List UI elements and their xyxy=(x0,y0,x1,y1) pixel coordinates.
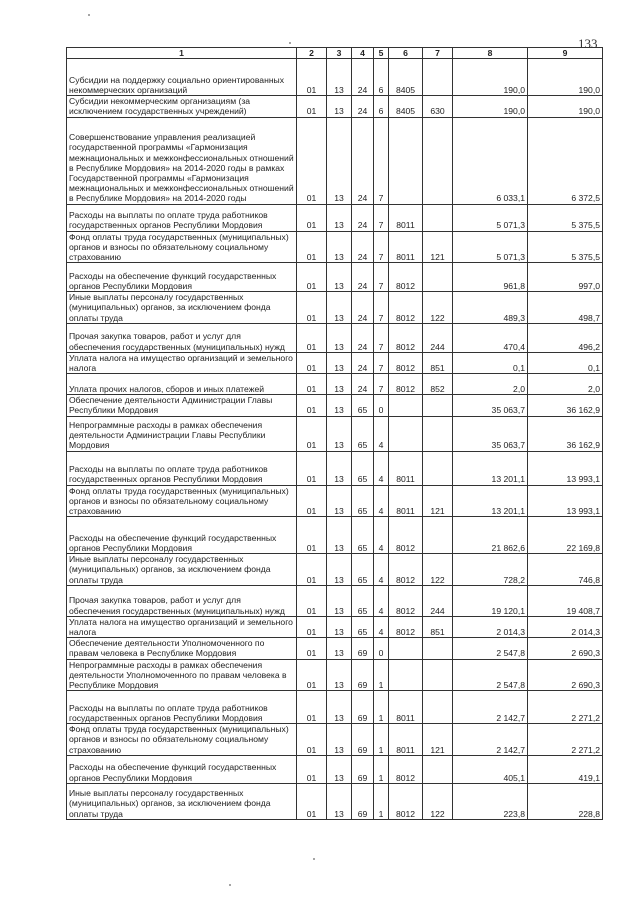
scan-speck xyxy=(229,884,231,886)
amount-1-cell: 35 063,7 xyxy=(453,395,528,416)
table-row xyxy=(67,96,603,117)
expense-type-cell xyxy=(423,117,453,204)
expense-type-cell: 122 xyxy=(423,783,453,819)
amount-1-cell: 470,4 xyxy=(453,323,528,352)
target-code-cell: 8011 xyxy=(389,204,423,231)
target-code-cell: 8012 xyxy=(389,263,423,292)
column-header-9: 9 xyxy=(528,48,603,59)
target-code-cell: 8012 xyxy=(389,352,423,373)
budget-table xyxy=(66,47,603,820)
section-code-cell: 01 xyxy=(297,517,327,554)
table-row xyxy=(67,352,603,373)
program-code-cell: 65 xyxy=(352,485,374,517)
expense-type-cell: 244 xyxy=(423,323,453,352)
expense-type-cell: 122 xyxy=(423,554,453,586)
row-name-cell: Расходы на обеспечение функций государственных органов Республики Мордовия xyxy=(67,517,297,554)
program-code-cell: 69 xyxy=(352,724,374,756)
amount-2-cell: 746,8 xyxy=(528,554,603,586)
subprogram-code-cell: 4 xyxy=(374,616,389,637)
amount-2-cell: 19 408,7 xyxy=(528,585,603,616)
amount-1-cell: 2 547,8 xyxy=(453,659,528,691)
subprogram-code-cell: 7 xyxy=(374,117,389,204)
subprogram-code-cell: 0 xyxy=(374,395,389,416)
target-code-cell: 8012 xyxy=(389,755,423,783)
subprogram-code-cell: 7 xyxy=(374,352,389,373)
section-code-cell: 01 xyxy=(297,59,327,96)
section-code-cell: 01 xyxy=(297,323,327,352)
expense-type-cell xyxy=(423,395,453,416)
table-header-row xyxy=(67,48,603,59)
expense-type-cell: 852 xyxy=(423,374,453,395)
target-code-cell: 8012 xyxy=(389,783,423,819)
amount-1-cell: 190,0 xyxy=(453,59,528,96)
row-name-cell: Субсидии на поддержку социально ориентированных некоммерческих организаций xyxy=(67,59,297,96)
expense-type-cell: 122 xyxy=(423,292,453,324)
scan-speck xyxy=(88,14,90,16)
expense-type-cell xyxy=(423,263,453,292)
amount-1-cell: 2 547,8 xyxy=(453,638,528,659)
section-code-cell: 01 xyxy=(297,395,327,416)
expense-type-cell xyxy=(423,451,453,485)
table-row xyxy=(67,783,603,819)
program-code-cell: 65 xyxy=(352,554,374,586)
amount-2-cell: 0,1 xyxy=(528,352,603,373)
target-code-cell: 8011 xyxy=(389,485,423,517)
expense-type-cell: 121 xyxy=(423,485,453,517)
target-code-cell xyxy=(389,659,423,691)
amount-1-cell: 2 142,7 xyxy=(453,724,528,756)
subprogram-code-cell: 1 xyxy=(374,659,389,691)
amount-1-cell: 2 014,3 xyxy=(453,616,528,637)
row-name-cell: Обеспечение деятельности Администрации Главы Республики Мордовия xyxy=(67,395,297,416)
program-code-cell: 24 xyxy=(352,59,374,96)
amount-2-cell: 2 690,3 xyxy=(528,659,603,691)
section-code-cell: 01 xyxy=(297,554,327,586)
table-row xyxy=(67,691,603,724)
expense-type-cell: 630 xyxy=(423,96,453,117)
section-code-cell: 01 xyxy=(297,231,327,263)
expense-type-cell: 121 xyxy=(423,231,453,263)
table-row xyxy=(67,451,603,485)
amount-2-cell: 5 375,5 xyxy=(528,204,603,231)
expense-type-cell xyxy=(423,416,453,451)
section-code-cell: 01 xyxy=(297,117,327,204)
section-code-cell: 01 xyxy=(297,263,327,292)
table-row xyxy=(67,638,603,659)
row-name-cell: Уплата налога на имущество организаций и земельного налога xyxy=(67,616,297,637)
subprogram-code-cell: 4 xyxy=(374,585,389,616)
amount-1-cell: 35 063,7 xyxy=(453,416,528,451)
row-name-cell: Непрограммные расходы в рамках обеспечения деятельности Уполномоченного по правам человека в Республике Мордовия xyxy=(67,659,297,691)
table-row xyxy=(67,59,603,96)
subsection-code-cell: 13 xyxy=(327,659,352,691)
program-code-cell: 69 xyxy=(352,755,374,783)
subprogram-code-cell: 7 xyxy=(374,323,389,352)
subprogram-code-cell: 4 xyxy=(374,485,389,517)
table-row xyxy=(67,485,603,517)
program-code-cell: 65 xyxy=(352,451,374,485)
row-name-cell: Уплата налога на имущество организаций и земельного налога xyxy=(67,352,297,373)
row-name-cell: Фонд оплаты труда государственных (муниципальных) органов и взносы по обязательному социальному страхованию xyxy=(67,231,297,263)
amount-1-cell: 13 201,1 xyxy=(453,451,528,485)
target-code-cell: 8011 xyxy=(389,691,423,724)
amount-2-cell: 36 162,9 xyxy=(528,395,603,416)
column-header-1: 1 xyxy=(67,48,297,59)
subsection-code-cell: 13 xyxy=(327,292,352,324)
row-name-cell: Непрограммные расходы в рамках обеспечения деятельности Администрации Главы Республики Мордовия xyxy=(67,416,297,451)
subsection-code-cell: 13 xyxy=(327,783,352,819)
amount-2-cell: 13 993,1 xyxy=(528,485,603,517)
target-code-cell xyxy=(389,638,423,659)
amount-2-cell: 419,1 xyxy=(528,755,603,783)
column-header-3: 3 xyxy=(327,48,352,59)
expense-type-cell: 851 xyxy=(423,352,453,373)
subprogram-code-cell: 1 xyxy=(374,724,389,756)
amount-2-cell: 190,0 xyxy=(528,96,603,117)
section-code-cell: 01 xyxy=(297,485,327,517)
program-code-cell: 24 xyxy=(352,374,374,395)
subsection-code-cell: 13 xyxy=(327,585,352,616)
subprogram-code-cell: 1 xyxy=(374,755,389,783)
table-row xyxy=(67,292,603,324)
row-name-cell: Расходы на выплаты по оплате труда работников государственных органов Республики Мордовия xyxy=(67,691,297,724)
amount-2-cell: 997,0 xyxy=(528,263,603,292)
expense-type-cell xyxy=(423,638,453,659)
subsection-code-cell: 13 xyxy=(327,616,352,637)
row-name-cell: Расходы на обеспечение функций государственных органов Республики Мордовия xyxy=(67,755,297,783)
amount-2-cell: 2 271,2 xyxy=(528,724,603,756)
page-number: 133 xyxy=(578,36,598,51)
section-code-cell: 01 xyxy=(297,374,327,395)
expense-type-cell: 851 xyxy=(423,616,453,637)
subprogram-code-cell: 4 xyxy=(374,451,389,485)
program-code-cell: 65 xyxy=(352,395,374,416)
subsection-code-cell: 13 xyxy=(327,451,352,485)
expense-type-cell: 244 xyxy=(423,585,453,616)
expense-type-cell: 121 xyxy=(423,724,453,756)
expense-type-cell xyxy=(423,204,453,231)
target-code-cell xyxy=(389,395,423,416)
subsection-code-cell: 13 xyxy=(327,59,352,96)
section-code-cell: 01 xyxy=(297,724,327,756)
subprogram-code-cell: 1 xyxy=(374,783,389,819)
amount-2-cell: 228,8 xyxy=(528,783,603,819)
subsection-code-cell: 13 xyxy=(327,755,352,783)
table-row xyxy=(67,659,603,691)
row-name-cell: Расходы на обеспечение функций государственных органов Республики Мордовия xyxy=(67,263,297,292)
target-code-cell xyxy=(389,117,423,204)
table-row xyxy=(67,616,603,637)
section-code-cell: 01 xyxy=(297,585,327,616)
subsection-code-cell: 13 xyxy=(327,231,352,263)
program-code-cell: 24 xyxy=(352,96,374,117)
program-code-cell: 69 xyxy=(352,638,374,659)
row-name-cell: Фонд оплаты труда государственных (муниципальных) органов и взносы по обязательному социальному страхованию xyxy=(67,724,297,756)
scan-speck xyxy=(289,42,291,44)
table-row xyxy=(67,585,603,616)
program-code-cell: 65 xyxy=(352,517,374,554)
row-name-cell: Прочая закупка товаров, работ и услуг для обеспечения государственных (муниципальных) нужд xyxy=(67,323,297,352)
table-row xyxy=(67,323,603,352)
row-name-cell: Субсидии некоммерческим организациям (за исключением государственных учреждений) xyxy=(67,96,297,117)
subprogram-code-cell: 6 xyxy=(374,96,389,117)
subprogram-code-cell: 0 xyxy=(374,638,389,659)
amount-1-cell: 6 033,1 xyxy=(453,117,528,204)
amount-2-cell: 5 375,5 xyxy=(528,231,603,263)
program-code-cell: 69 xyxy=(352,659,374,691)
column-header-4: 4 xyxy=(352,48,374,59)
column-header-2: 2 xyxy=(297,48,327,59)
subprogram-code-cell: 4 xyxy=(374,416,389,451)
target-code-cell: 8012 xyxy=(389,374,423,395)
target-code-cell: 8011 xyxy=(389,724,423,756)
table-row xyxy=(67,374,603,395)
table-row xyxy=(67,517,603,554)
row-name-cell: Расходы на выплаты по оплате труда работников государственных органов Республики Мордовия xyxy=(67,204,297,231)
column-header-6: 6 xyxy=(389,48,423,59)
program-code-cell: 24 xyxy=(352,204,374,231)
table-row xyxy=(67,724,603,756)
amount-2-cell: 190,0 xyxy=(528,59,603,96)
target-code-cell: 8011 xyxy=(389,231,423,263)
program-code-cell: 24 xyxy=(352,292,374,324)
table-body xyxy=(67,59,603,820)
amount-2-cell: 22 169,8 xyxy=(528,517,603,554)
subsection-code-cell: 13 xyxy=(327,204,352,231)
subsection-code-cell: 13 xyxy=(327,263,352,292)
row-name-cell: Фонд оплаты труда государственных (муниципальных) органов и взносы по обязательному социальному страхованию xyxy=(67,485,297,517)
table-row xyxy=(67,204,603,231)
expense-type-cell xyxy=(423,691,453,724)
program-code-cell: 24 xyxy=(352,231,374,263)
row-name-cell: Прочая закупка товаров, работ и услуг для обеспечения государственных (муниципальных) нужд xyxy=(67,585,297,616)
target-code-cell: 8012 xyxy=(389,517,423,554)
amount-2-cell: 2 690,3 xyxy=(528,638,603,659)
subprogram-code-cell: 7 xyxy=(374,374,389,395)
program-code-cell: 69 xyxy=(352,783,374,819)
subsection-code-cell: 13 xyxy=(327,374,352,395)
subprogram-code-cell: 7 xyxy=(374,263,389,292)
subsection-code-cell: 13 xyxy=(327,724,352,756)
row-name-cell: Расходы на выплаты по оплате труда работников государственных органов Республики Мордовия xyxy=(67,451,297,485)
amount-1-cell: 5 071,3 xyxy=(453,204,528,231)
subsection-code-cell: 13 xyxy=(327,395,352,416)
subsection-code-cell: 13 xyxy=(327,117,352,204)
target-code-cell: 8012 xyxy=(389,616,423,637)
section-code-cell: 01 xyxy=(297,638,327,659)
amount-2-cell: 6 372,5 xyxy=(528,117,603,204)
program-code-cell: 65 xyxy=(352,416,374,451)
program-code-cell: 24 xyxy=(352,117,374,204)
table-row xyxy=(67,755,603,783)
section-code-cell: 01 xyxy=(297,416,327,451)
expense-type-cell xyxy=(423,755,453,783)
subsection-code-cell: 13 xyxy=(327,638,352,659)
table-row xyxy=(67,117,603,204)
subsection-code-cell: 13 xyxy=(327,554,352,586)
expense-type-cell xyxy=(423,517,453,554)
scan-speck xyxy=(313,858,315,860)
column-header-8: 8 xyxy=(453,48,528,59)
subprogram-code-cell: 7 xyxy=(374,231,389,263)
table-row xyxy=(67,416,603,451)
amount-1-cell: 489,3 xyxy=(453,292,528,324)
target-code-cell: 8012 xyxy=(389,323,423,352)
target-code-cell xyxy=(389,416,423,451)
table-row xyxy=(67,395,603,416)
amount-2-cell: 498,7 xyxy=(528,292,603,324)
column-header-5: 5 xyxy=(374,48,389,59)
section-code-cell: 01 xyxy=(297,204,327,231)
expense-type-cell xyxy=(423,659,453,691)
subprogram-code-cell: 4 xyxy=(374,517,389,554)
column-header-7: 7 xyxy=(423,48,453,59)
amount-2-cell: 13 993,1 xyxy=(528,451,603,485)
table-row xyxy=(67,263,603,292)
subprogram-code-cell: 6 xyxy=(374,59,389,96)
target-code-cell: 8012 xyxy=(389,554,423,586)
amount-1-cell: 19 120,1 xyxy=(453,585,528,616)
program-code-cell: 69 xyxy=(352,691,374,724)
subsection-code-cell: 13 xyxy=(327,691,352,724)
amount-2-cell: 2,0 xyxy=(528,374,603,395)
target-code-cell: 8012 xyxy=(389,585,423,616)
target-code-cell: 8405 xyxy=(389,59,423,96)
amount-1-cell: 190,0 xyxy=(453,96,528,117)
program-code-cell: 65 xyxy=(352,585,374,616)
row-name-cell: Иные выплаты персоналу государственных (муниципальных) органов, за исключением фонда оплаты труда xyxy=(67,292,297,324)
amount-2-cell: 36 162,9 xyxy=(528,416,603,451)
table-row xyxy=(67,231,603,263)
section-code-cell: 01 xyxy=(297,96,327,117)
row-name-cell: Иные выплаты персоналу государственных (муниципальных) органов, за исключением фонда оплаты труда xyxy=(67,783,297,819)
section-code-cell: 01 xyxy=(297,783,327,819)
subsection-code-cell: 13 xyxy=(327,517,352,554)
section-code-cell: 01 xyxy=(297,659,327,691)
program-code-cell: 65 xyxy=(352,616,374,637)
amount-1-cell: 13 201,1 xyxy=(453,485,528,517)
amount-1-cell: 2 142,7 xyxy=(453,691,528,724)
subsection-code-cell: 13 xyxy=(327,416,352,451)
amount-1-cell: 405,1 xyxy=(453,755,528,783)
amount-1-cell: 2,0 xyxy=(453,374,528,395)
subsection-code-cell: 13 xyxy=(327,352,352,373)
row-name-cell: Иные выплаты персоналу государственных (муниципальных) органов, за исключением фонда оплаты труда xyxy=(67,554,297,586)
target-code-cell: 8405 xyxy=(389,96,423,117)
section-code-cell: 01 xyxy=(297,292,327,324)
program-code-cell: 24 xyxy=(352,323,374,352)
amount-1-cell: 961,8 xyxy=(453,263,528,292)
subprogram-code-cell: 7 xyxy=(374,292,389,324)
section-code-cell: 01 xyxy=(297,616,327,637)
amount-1-cell: 728,2 xyxy=(453,554,528,586)
target-code-cell: 8011 xyxy=(389,451,423,485)
subsection-code-cell: 13 xyxy=(327,96,352,117)
expense-type-cell xyxy=(423,59,453,96)
program-code-cell: 24 xyxy=(352,352,374,373)
subprogram-code-cell: 1 xyxy=(374,691,389,724)
target-code-cell: 8012 xyxy=(389,292,423,324)
amount-2-cell: 2 014,3 xyxy=(528,616,603,637)
row-name-cell: Обеспечение деятельности Уполномоченного по правам человека в Республике Мордовия xyxy=(67,638,297,659)
row-name-cell: Совершенствование управления реализацией государственной программы «Гармонизация межнациональных и межконфессиональных отношений в Республике Мордовия» на 2014-2020 годы в рамках Государственной программы «Гармонизация межнациональных и межконфессиональных отношений в Республике Мордовия» на 2014-2020 годы xyxy=(67,117,297,204)
program-code-cell: 24 xyxy=(352,263,374,292)
section-code-cell: 01 xyxy=(297,755,327,783)
amount-1-cell: 5 071,3 xyxy=(453,231,528,263)
section-code-cell: 01 xyxy=(297,451,327,485)
amount-1-cell: 0,1 xyxy=(453,352,528,373)
section-code-cell: 01 xyxy=(297,691,327,724)
subsection-code-cell: 13 xyxy=(327,323,352,352)
amount-1-cell: 223,8 xyxy=(453,783,528,819)
section-code-cell: 01 xyxy=(297,352,327,373)
subprogram-code-cell: 7 xyxy=(374,204,389,231)
row-name-cell: Уплата прочих налогов, сборов и иных платежей xyxy=(67,374,297,395)
subsection-code-cell: 13 xyxy=(327,485,352,517)
amount-2-cell: 496,2 xyxy=(528,323,603,352)
subprogram-code-cell: 4 xyxy=(374,554,389,586)
table-row xyxy=(67,554,603,586)
amount-1-cell: 21 862,6 xyxy=(453,517,528,554)
amount-2-cell: 2 271,2 xyxy=(528,691,603,724)
